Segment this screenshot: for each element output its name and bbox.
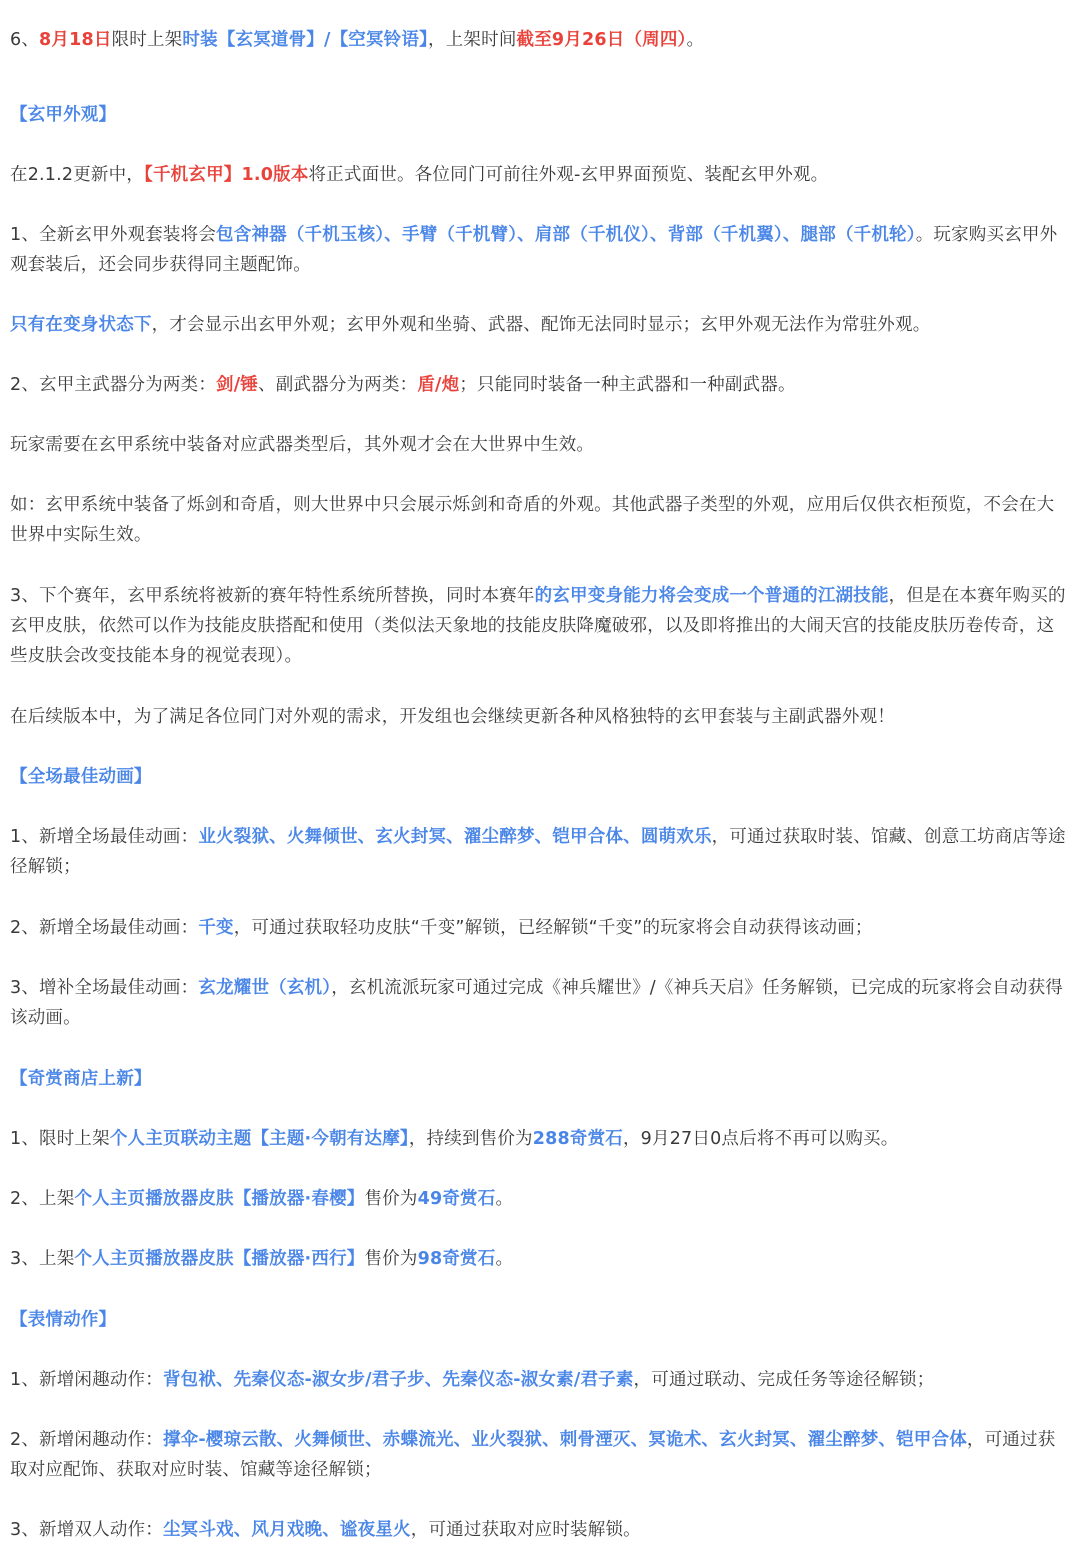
body-text: 3、上架 [10,1248,75,1269]
highlight-text: 剑/锤 [216,374,259,395]
body-text: 6、 [10,29,40,50]
body-text: 。玩家购买玄甲外观套装后，还会同步获得同主题配饰。 [10,224,1058,275]
body-text: 玩家需要在玄甲系统中装备对应武器类型后，其外观才会在大世界中生效。 [10,434,595,455]
paragraph [10,1124,1068,1154]
section-heading [10,1305,1068,1335]
body-text: 售价为 [364,1248,418,1269]
highlight-text: 个人主页播放器皮肤【播放器·西行】 [74,1248,365,1269]
paragraph [10,490,1068,550]
body-text: ，持续到售价为 [408,1128,533,1149]
highlight-text: 【玄甲外观】 [10,104,117,125]
highlight-text: 背包袱、先秦仪态-淑女步/君子步、先秦仪态-淑女素/君子素 [162,1369,634,1390]
paragraph [10,25,1068,55]
body-text: ，才会显示出玄甲外观；玄甲外观和坐骑、武器、配饰无法同时显示；玄甲外观无法作为常驻外观。 [151,314,931,335]
highlight-text: 时装【玄冥道骨】/【空冥铃语】 [182,29,429,50]
highlight-text: 尘冥斗戏、风月戏晚、谧夜星火 [162,1519,411,1540]
body-text: 2、新增闲趣动作： [10,1429,163,1450]
highlight-text: 个人主页联动主题【主题·今朝有达摩】 [109,1128,409,1149]
highlight-text: 盾/炮 [417,374,460,395]
highlight-text: 千变 [198,917,234,938]
highlight-text: 的玄甲变身能力将会变成一个普通的江湖技能 [534,585,889,606]
paragraph [10,160,1068,190]
body-text: 2、新增全场最佳动画： [10,917,199,938]
paragraph [10,913,1068,943]
highlight-text: 98奇赏石 [417,1248,496,1269]
paragraph [10,430,1068,460]
body-text: 。 [495,1188,514,1209]
highlight-text: 包含神器（千机玉核）、手臂（千机臂）、肩部（千机仪）、背部（千机翼）、腿部（千机轮） [216,224,916,245]
body-text: 1、限时上架 [10,1128,110,1149]
paragraph [10,370,1068,400]
body-text: 3、新增双人动作： [10,1519,163,1540]
paragraph [10,1184,1068,1214]
body-text: ，可通过获取轻功皮肤“千变”解锁，已经解锁“千变”的玩家将会自动获得该动画； [233,917,873,938]
body-text: 限时上架 [111,29,183,50]
highlight-text: 288奇赏石 [532,1128,623,1149]
paragraph [10,310,1068,340]
highlight-text: 【全场最佳动画】 [10,766,152,787]
paragraph [10,220,1068,280]
body-text: 、副武器分为两类： [258,374,418,395]
body-text: ，可通过获取对应配饰、获取对应时装、馆藏等途径解锁； [10,1429,1056,1480]
highlight-text: 撑伞-樱琼云散、火舞倾世、赤蝶流光、业火裂狱、刺骨湮灭、冥诡术、玄火封冥、濯尘醉梦、铠甲合体 [162,1429,967,1450]
body-text: 将正式面世。各位同门可前往外观-玄甲界面预览、装配玄甲外观。 [308,164,829,185]
highlight-text: 业火裂狱、火舞倾世、玄火封冥、濯尘醉梦、铠甲合体、圆萌欢乐 [198,826,712,847]
paragraph [10,702,1068,732]
body-text: ，玄机流派玩家可通过完成《神兵耀世》/《神兵天启》任务解锁，已完成的玩家将会自动获得该动画。 [10,977,1063,1028]
highlight-text: 截至9月26日（周四） [516,29,687,50]
body-text: ；只能同时装备一种主武器和一种副武器。 [459,374,796,395]
section-heading [10,100,1068,130]
highlight-text: 只有在变身状态下 [10,314,152,335]
body-text: 在2.1.2更新中， [10,164,145,185]
body-text: 1、全新玄甲外观套装将会 [10,224,217,245]
section-heading [10,1064,1068,1094]
body-text: 3、下个赛年，玄甲系统将被新的赛年特性系统所替换，同时本赛年 [10,585,535,606]
paragraph [10,822,1068,882]
body-text: ，但是在本赛年购买的玄甲皮肤，依然可以作为技能皮肤搭配和使用（类似法天象地的技能皮肤降魔破邪，以及即将推出的大闹天宫的技能皮肤历卷传奇，这些皮肤会改变技能本身的视觉表现）。 [10,585,1066,666]
body-text: 如：玄甲系统中装备了烁剑和奇盾，则大世界中只会展示烁剑和奇盾的外观。其他武器子类型的外观，应用后仅供衣柜预览，不会在大世界中实际生效。 [10,494,1055,545]
body-text: ，可通过联动、完成任务等途径解锁； [633,1369,935,1390]
highlight-text: 【千机玄甲】1.0版本 [144,164,309,185]
highlight-text: 【表情动作】 [10,1309,117,1330]
paragraph [10,1425,1068,1485]
paragraph [10,1244,1068,1274]
body-text: 。 [495,1248,514,1269]
paragraph [10,973,1068,1033]
body-text: 2、玄甲主武器分为两类： [10,374,217,395]
paragraph [10,581,1068,671]
body-text: 在后续版本中，为了满足各位同门对外观的需求，开发组也会继续更新各种风格独特的玄甲套装与主副武器外观！ [10,706,895,727]
highlight-text: 【奇赏商店上新】 [10,1068,152,1089]
body-text: 3、增补全场最佳动画： [10,977,199,998]
body-text: ，9月27日0点后将不再可以购买。 [622,1128,899,1149]
section-heading [10,762,1068,792]
highlight-text: 8月18日 [39,29,112,50]
body-text: 2、上架 [10,1188,75,1209]
paragraph [10,1365,1068,1395]
body-text: ，上架时间 [428,29,517,50]
body-text: 1、新增全场最佳动画： [10,826,199,847]
highlight-text: 个人主页播放器皮肤【播放器·春樱】 [74,1188,365,1209]
highlight-text: 玄龙耀世（玄机） [198,977,332,998]
body-text: 1、新增闲趣动作： [10,1369,163,1390]
body-text: ，可通过获取对应时装解锁。 [410,1519,641,1540]
highlight-text: 49奇赏石 [417,1188,496,1209]
body-text: 。 [686,29,705,50]
body-text: ，可通过获取时装、馆藏、创意工坊商店等途径解锁； [10,826,1066,877]
body-text: 售价为 [364,1188,418,1209]
paragraph [10,1515,1068,1545]
